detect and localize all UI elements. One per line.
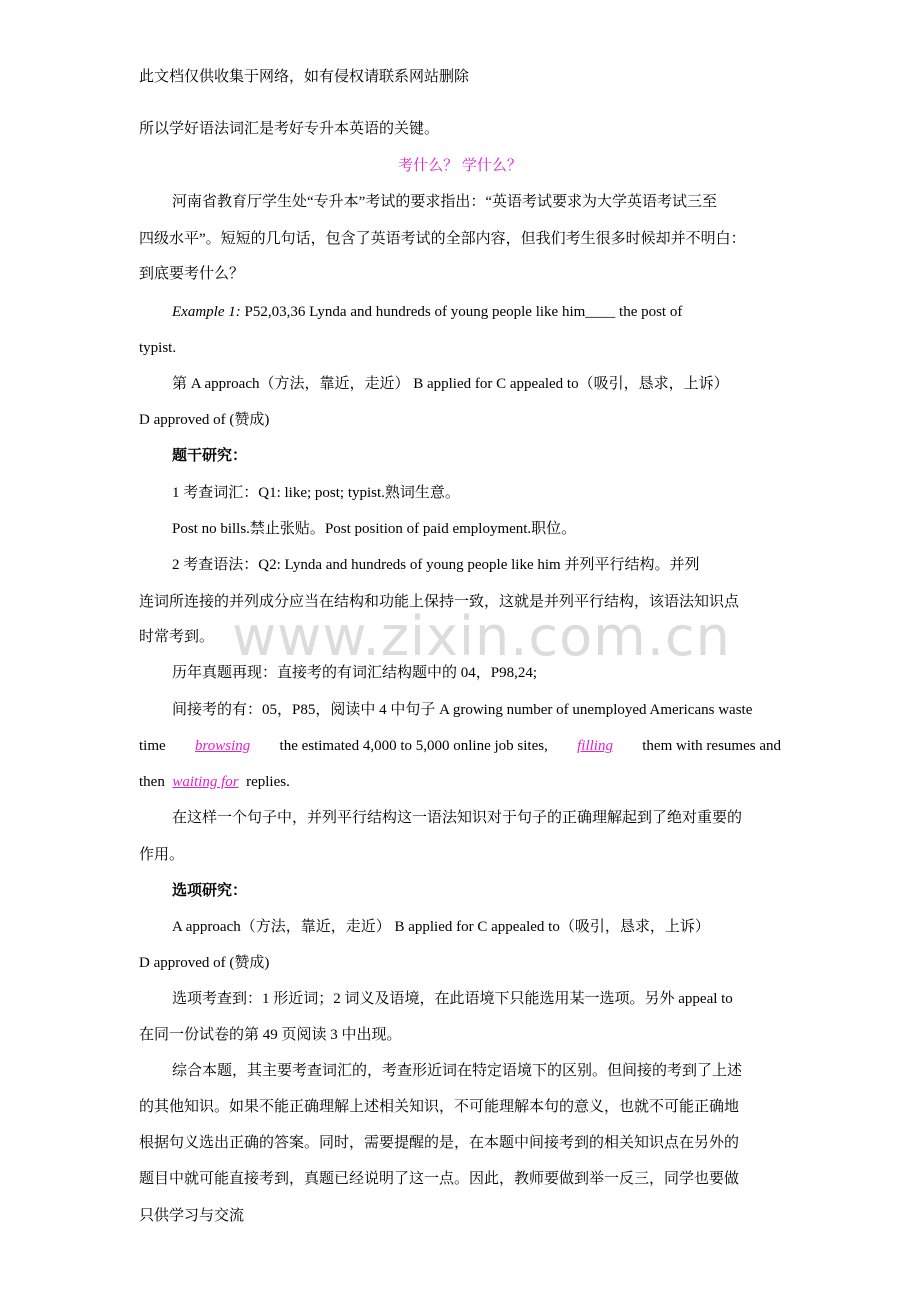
example-continuation: typist. (139, 340, 177, 356)
vocab-example: Post no bills.禁止张贴。Post position of paid employment.职位。 (172, 521, 577, 537)
footer-notice: 只供学习与交流 (139, 1208, 245, 1224)
indirect-text: them with resumes and (642, 738, 781, 754)
watermark: www.zixin.com.cn (232, 605, 731, 668)
intro-line: 所以学好语法词汇是考好专升本英语的关键。 (139, 121, 440, 137)
vocab-point: 1 考查词汇：Q1: like; post; typist.熟词生意。 (172, 485, 460, 501)
paragraph-line: 作用。 (139, 847, 185, 863)
paragraph-line: 选项考查到：1 形近词；2 词义及语境，在此语境下只能选用某一选项。另外 appeal to (172, 991, 733, 1007)
paragraph-line: 时常考到。 (139, 629, 215, 645)
filling-link[interactable]: filling (577, 738, 613, 754)
indirect-text: then (139, 774, 165, 790)
example-text: P52,03,36 Lynda and hundreds of young people like him____ the post of (244, 304, 683, 320)
paragraph-line: 在同一份试卷的第 49 页阅读 3 中出现。 (139, 1027, 402, 1043)
paragraph-line: 到底要考什么？ (139, 266, 245, 282)
indirect-text: time (139, 738, 166, 754)
options-line: 第 A approach（方法，靠近，走近） B applied for C appealed to（吸引，恳求，上诉） (172, 376, 729, 392)
options-line: D approved of (赞成) (139, 412, 270, 428)
indirect-line (139, 736, 781, 756)
waiting-for-link[interactable]: waiting for (172, 774, 239, 790)
header-notice: 此文档仅供收集于网络，如有侵权请联系网站删除 (139, 69, 470, 85)
options-line: D approved of (赞成) (139, 955, 270, 971)
browsing-link[interactable]: browsing (194, 738, 251, 754)
indirect-text: the estimated 4,000 to 5,000 online job sites, (279, 738, 548, 754)
example-line (172, 302, 682, 322)
paragraph-line: 连词所连接的并列成分应当在结构和功能上保持一致，这就是并列平行结构，该语法知识点 (139, 594, 740, 610)
history-line: 历年真题再现：直接考的有词汇结构题中的 04，P98,24; (172, 665, 538, 681)
paragraph-line: 河南省教育厅学生处“专升本”考试的要求指出：“英语考试要求为大学英语考试三至 (172, 194, 717, 210)
paragraph-line: 综合本题，其主要考查词汇的，考查形近词在特定语境下的区别。但间接的考到了上述 (172, 1063, 743, 1079)
paragraph-line: 在这样一个句子中，并列平行结构这一语法知识对于句子的正确理解起到了绝对重要的 (172, 810, 743, 826)
indirect-line: 间接考的有：05，P85，阅读中 4 中句子 A growing number of unemployed Americans waste (172, 702, 753, 718)
paragraph-line: 的其他知识。如果不能正确理解上述相关知识，不可能理解本句的意义，也就不可能正确地 (139, 1099, 740, 1115)
grammar-point: 2 考查语法：Q2: Lynda and hundreds of young people like him 并列平行结构。并列 (172, 557, 700, 573)
stem-heading: 题干研究： (172, 448, 248, 464)
paragraph-line: 四级水平”。短短的几句话，包含了英语考试的全部内容，但我们考生很多时候却并不明白： (139, 231, 746, 247)
indirect-line (139, 772, 290, 792)
section-heading: 考什么？ 学什么？ (398, 158, 522, 174)
example-label: Example 1: (172, 304, 241, 320)
indirect-text: replies. (246, 774, 290, 790)
options-line: A approach（方法，靠近，走近） B applied for C appealed to（吸引，恳求，上诉） (172, 919, 710, 935)
option-heading: 选项研究： (172, 883, 248, 899)
paragraph-line: 根据句义选出正确的答案。同时，需要提醒的是，在本题中间接考到的相关知识点在另外的 (139, 1135, 740, 1151)
paragraph-line: 题目中就可能直接考到，真题已经说明了这一点。因此，教师要做到举一反三，同学也要做 (139, 1171, 740, 1187)
